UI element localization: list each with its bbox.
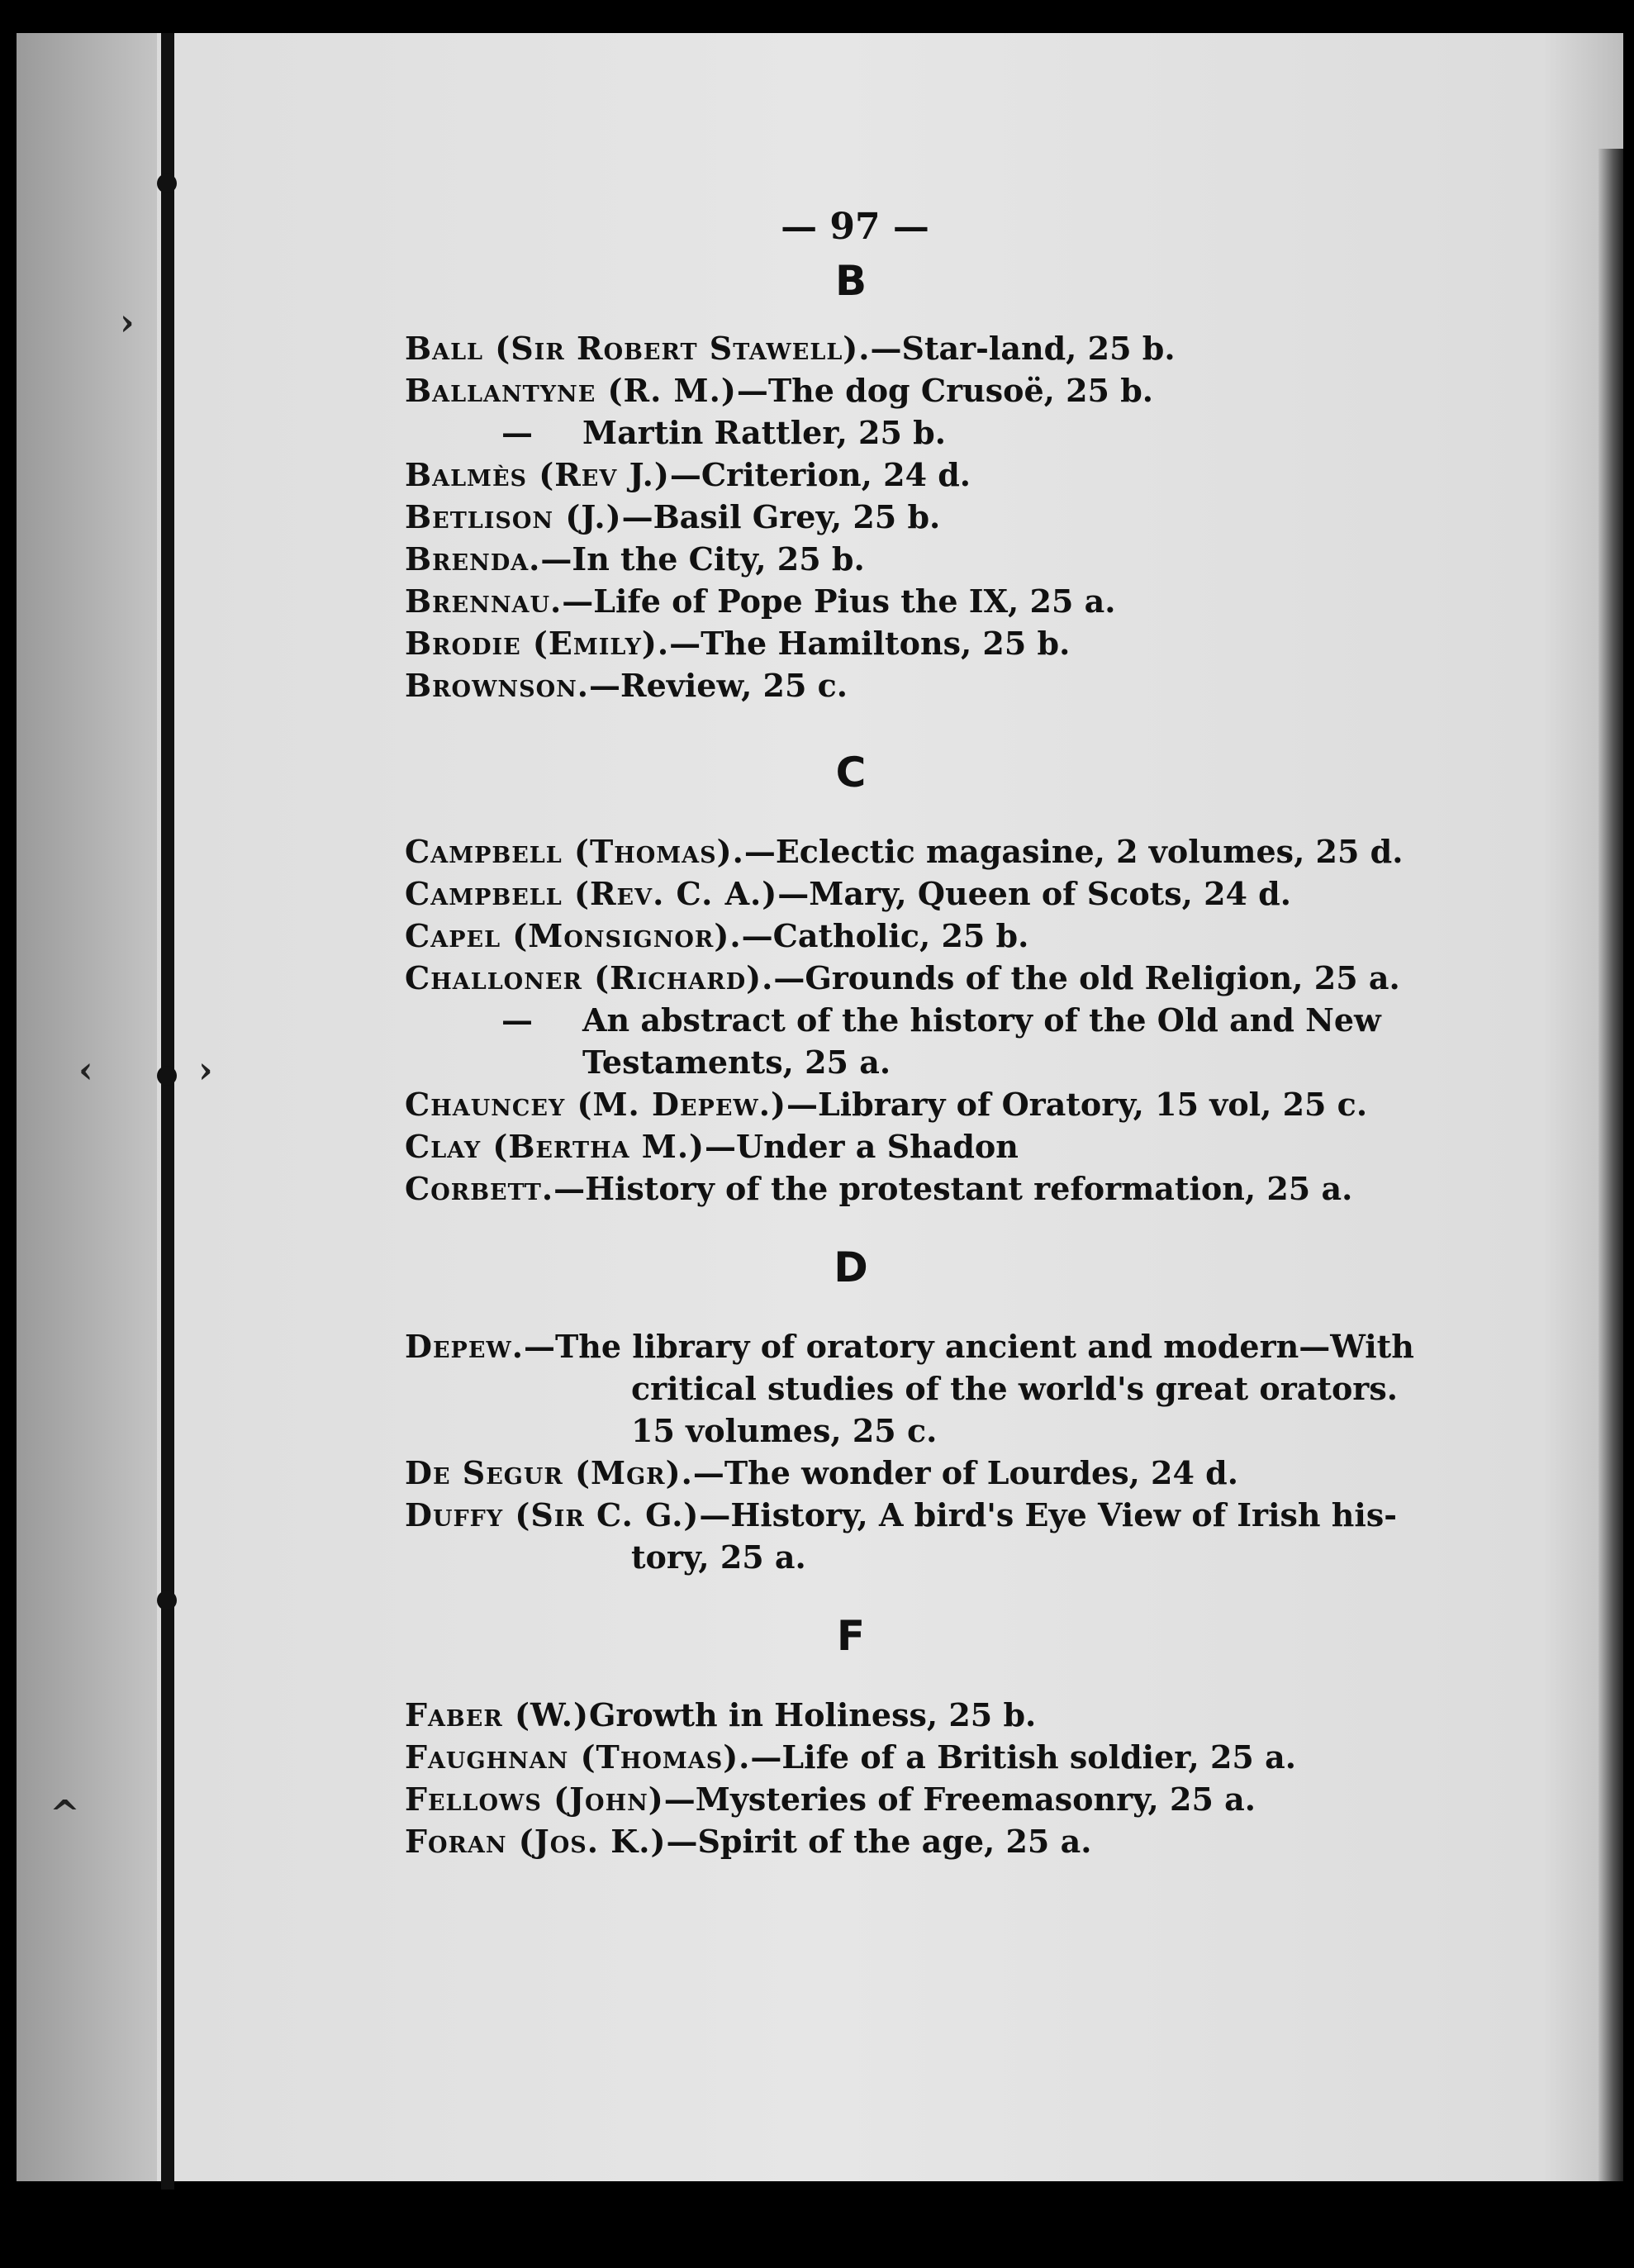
entry-title: —Basil Grey, 25 b. — [621, 498, 941, 535]
entry-author: Brownson. — [405, 667, 590, 704]
entry-author: Duffy (Sir C. G.) — [405, 1496, 700, 1533]
section-heading-d: D — [834, 1243, 868, 1291]
entry-title: —Under a Shadon — [705, 1128, 1019, 1165]
entry-title: —Spirit of the age, 25 a. — [666, 1823, 1092, 1860]
entry-title: —The library of oratory ancient and modern—With — [523, 1328, 1414, 1365]
list-item — [405, 1325, 1446, 1367]
entry-author: Campbell (Rev. C. A.) — [405, 875, 778, 912]
entry-author: Balmès (Rev J.) — [405, 456, 670, 493]
list-item — [405, 872, 1446, 915]
entry-title: —The wonder of Lourdes, 24 d. — [692, 1454, 1238, 1491]
list-item — [405, 327, 1446, 369]
ditto-dash: — — [501, 1001, 533, 1039]
catalogue-listing — [405, 198, 1446, 1862]
entry-author: Corbett. — [405, 1170, 554, 1207]
list-item — [405, 915, 1446, 957]
entry-title: —Life of a British soldier, 25 a. — [750, 1738, 1296, 1776]
entry-title: —The dog Crusoë, 25 b. — [736, 372, 1154, 409]
entry-continuation: Testaments, 25 a. — [582, 1044, 891, 1081]
list-item — [405, 454, 1446, 496]
section-heading-b: B — [834, 257, 867, 305]
list-item — [405, 664, 1446, 706]
entry-title: —Eclectic magasine, 2 volumes, 25 d. — [743, 833, 1404, 870]
list-item — [405, 1694, 1446, 1736]
entry-title: —Life of Pope Pius the IX, 25 a. — [562, 582, 1116, 620]
section-heading-c: C — [835, 749, 867, 796]
page-number: — 97 — — [781, 206, 929, 248]
list-item — [405, 1125, 1446, 1167]
list-item — [405, 1494, 1446, 1536]
list-item — [405, 1778, 1446, 1820]
binding-gutter — [161, 33, 174, 2190]
list-item — [405, 580, 1446, 622]
entry-title: —Mysteries of Freemasonry, 25 a. — [663, 1781, 1256, 1818]
entry-author: Ballantyne (R. M.) — [405, 372, 737, 409]
entry-continuation: tory, 25 a. — [631, 1538, 806, 1576]
entry-author: Brenda. — [405, 540, 541, 578]
entry-title: —In the City, 25 b. — [540, 540, 865, 578]
list-item — [405, 411, 1446, 454]
binding-hole — [157, 1590, 177, 1610]
entry-title: —History, A bird's Eye View of Irish his- — [699, 1496, 1397, 1533]
entry-author: Capel (Monsignor). — [405, 917, 742, 954]
entry-title: —Library of Oratory, 15 vol, 25 c. — [786, 1086, 1368, 1123]
list-item — [405, 1083, 1446, 1125]
entry-title: —History of the protestant reformation, 25 a. — [553, 1170, 1353, 1207]
list-item — [405, 538, 1446, 580]
previous-page-strip — [17, 33, 157, 2181]
list-item — [405, 1820, 1446, 1862]
stitch-mark: ^ — [50, 1793, 80, 1835]
stitch-mark: › — [120, 302, 135, 344]
entry-author: De Segur (Mgr). — [405, 1454, 693, 1491]
entry-author: Faughnan (Thomas). — [405, 1738, 751, 1776]
list-item — [405, 999, 1446, 1041]
entry-author: Fellows (John) — [405, 1781, 664, 1818]
entry-title: An abstract of the history of the Old and New — [582, 1001, 1381, 1039]
stitch-mark: ‹ — [78, 1049, 93, 1091]
entry-author: Campbell (Thomas). — [405, 833, 744, 870]
entry-author: Ball (Sir Robert Stawell). — [405, 330, 871, 367]
list-item — [405, 496, 1446, 538]
binding-hole — [157, 1066, 177, 1086]
entry-author: Faber (W.) — [405, 1696, 589, 1733]
entry-continuation: 15 volumes, 25 c. — [631, 1412, 938, 1449]
entry-title: —Review, 25 c. — [589, 667, 848, 704]
entry-author: Brennau. — [405, 582, 563, 620]
entry-title: —Mary, Queen of Scots, 24 d. — [777, 875, 1291, 912]
entry-title: —The Hamiltons, 25 b. — [669, 625, 1071, 662]
list-item — [405, 1167, 1446, 1210]
list-item — [405, 1452, 1446, 1494]
section-heading-f: F — [836, 1612, 866, 1660]
page-right-edge — [1598, 149, 1623, 2181]
entry-author: Chauncey (M. Depew.) — [405, 1086, 786, 1123]
ditto-dash: — — [501, 414, 533, 451]
list-item — [405, 369, 1446, 411]
entry-continuation: critical studies of the world's great orators. — [631, 1370, 1398, 1407]
entry-title: —Criterion, 24 d. — [669, 456, 971, 493]
entry-author: Clay (Bertha M.) — [405, 1128, 705, 1165]
entry-title: Martin Rattler, 25 b. — [582, 414, 946, 451]
list-item — [405, 1736, 1446, 1778]
entry-author: Betlison (J.) — [405, 498, 622, 535]
list-item — [405, 830, 1446, 872]
entry-title: —Catholic, 25 b. — [741, 917, 1029, 954]
entry-author: Challoner (Richard). — [405, 959, 774, 996]
entry-author: Brodie (Emily). — [405, 625, 670, 662]
entry-author: Foran (Jos. K.) — [405, 1823, 667, 1860]
entry-title: —Grounds of the old Religion, 25 a. — [773, 959, 1400, 996]
list-item — [405, 957, 1446, 999]
entry-title: —Star-land, 25 b. — [870, 330, 1176, 367]
entry-author: Depew. — [405, 1328, 524, 1365]
binding-hole — [157, 174, 177, 193]
list-item — [405, 622, 1446, 664]
stitch-mark: › — [198, 1049, 213, 1091]
entry-title: Growth in Holiness, 25 b. — [588, 1696, 1037, 1733]
